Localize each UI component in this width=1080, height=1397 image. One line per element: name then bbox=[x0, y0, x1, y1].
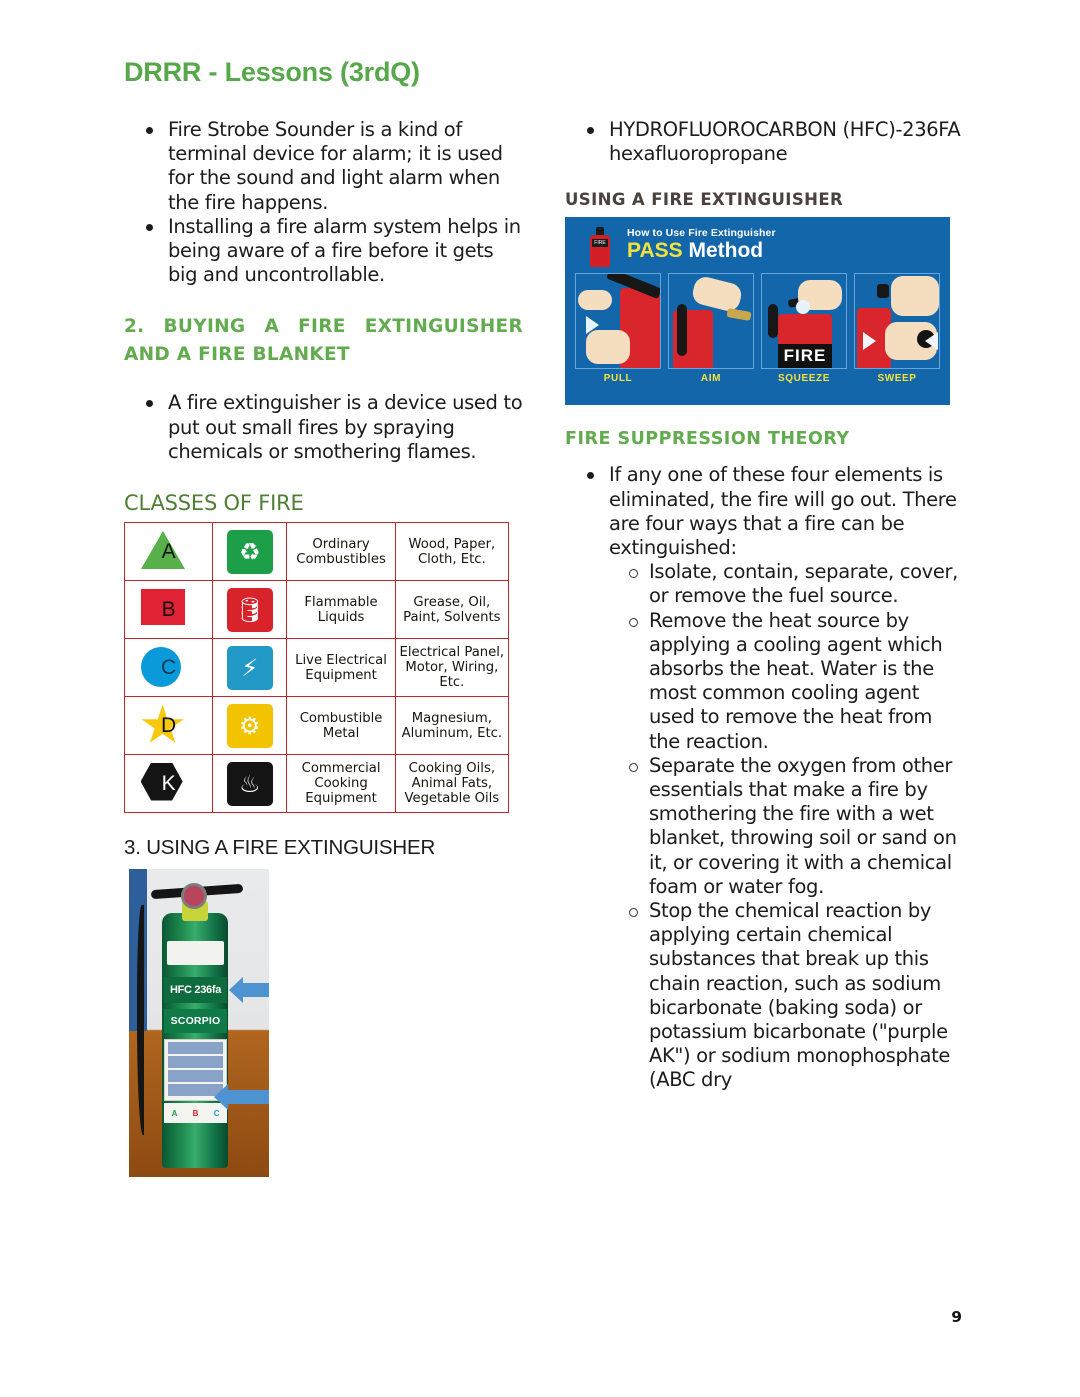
two-column-body bbox=[124, 118, 964, 1177]
extinguisher-agent-label: HFC 236fa bbox=[164, 977, 227, 1003]
pressure-gauge-icon bbox=[181, 883, 207, 909]
ordinary-combustibles-icon: ♻ bbox=[227, 530, 273, 574]
page-number: 9 bbox=[951, 1308, 962, 1326]
theory-intro-text: If any one of these four elements is eliminated, the fire will go out. There are four ways that a fire can be extinguished: bbox=[609, 463, 957, 560]
class-name-cell: Combustible Metal bbox=[287, 697, 395, 755]
annotation-arrow-top bbox=[242, 983, 269, 997]
list-item: A fire extinguisher is a device used to put out small fires by spraying chemicals or smothering flames. bbox=[168, 391, 523, 463]
class-d-star-icon: D bbox=[141, 705, 197, 747]
list-item: Isolate, contain, separate, cover, or remove the fuel source. bbox=[649, 560, 964, 608]
pass-panel-squeeze bbox=[761, 273, 847, 369]
table-row bbox=[125, 697, 509, 755]
pass-caption-sweep: SWEEP bbox=[877, 373, 917, 385]
class-pictogram-cell bbox=[213, 697, 287, 755]
section-2-heading-line2: AND A FIRE BLANKET bbox=[124, 344, 350, 366]
list-item: Stop the chemical reaction by applying certain chemical substances that break up this chain reaction, such as sodium bicarbonate (baking soda) or potassium bicarbonate ("purple AK") or sodium monophosphate (ABC dry bbox=[649, 899, 964, 1093]
class-name-cell: Commercial Cooking Equipment bbox=[287, 755, 395, 813]
pass-caption-pull: PULL bbox=[603, 373, 633, 385]
class-symbol-cell bbox=[125, 523, 213, 581]
table-row bbox=[125, 581, 509, 639]
class-name-cell: Ordinary Combustibles bbox=[287, 523, 395, 581]
right-column bbox=[565, 118, 964, 1177]
class-pictogram-cell bbox=[213, 639, 287, 697]
class-examples-cell: Magnesium, Aluminum, Etc. bbox=[395, 697, 508, 755]
fire-extinguisher-photo bbox=[129, 869, 269, 1177]
extinguisher-brand-label: SCORPIO bbox=[164, 1009, 227, 1033]
combustible-metal-icon: ⚙ bbox=[227, 704, 273, 748]
list-item: Remove the heat source by applying a cooling agent which absorbs the heat. Water is the most common cooling agent used to remove the heat from the reaction. bbox=[649, 609, 964, 754]
pass-title bbox=[627, 239, 763, 263]
class-k-hexagon-icon: K bbox=[141, 763, 197, 805]
class-examples-cell: Grease, Oil, Paint, Solvents bbox=[395, 581, 508, 639]
fire-suppression-theory-heading: FIRE SUPPRESSION THEORY bbox=[565, 429, 850, 450]
table-row bbox=[125, 523, 509, 581]
pass-caption-aim: AIM bbox=[700, 373, 722, 385]
pass-captions bbox=[575, 373, 940, 384]
left-bullet-list-top bbox=[124, 118, 523, 287]
flammable-liquids-icon: 🛢 bbox=[227, 588, 273, 632]
right-bullet-list-top bbox=[565, 118, 964, 166]
list-item: HYDROFLUOROCARBON (HFC)-236FA hexafluoropropane bbox=[609, 118, 964, 166]
section-3-heading: 3. USING A FIRE EXTINGUISHER bbox=[124, 836, 436, 860]
pass-image-caption: USING A FIRE EXTINGUISHER bbox=[565, 190, 844, 210]
class-examples-cell: Wood, Paper, Cloth, Etc. bbox=[395, 523, 508, 581]
theory-bullet-list bbox=[565, 463, 964, 1092]
annotation-arrow-bottom bbox=[227, 1090, 269, 1104]
left-column bbox=[124, 118, 523, 1177]
class-pictogram-cell bbox=[213, 755, 287, 813]
extinguisher-hose bbox=[137, 905, 149, 1135]
class-a-triangle-icon: A bbox=[141, 531, 197, 573]
class-symbol-cell bbox=[125, 639, 213, 697]
pass-panels bbox=[575, 273, 940, 369]
class-symbol-cell bbox=[125, 755, 213, 813]
class-examples-cell: Electrical Panel, Motor, Wiring, Etc. bbox=[395, 639, 508, 697]
class-pictogram-cell bbox=[213, 581, 287, 639]
pass-method-infographic bbox=[565, 217, 950, 405]
left-bullet-list-mid bbox=[124, 391, 523, 464]
theory-sub-list bbox=[609, 560, 964, 1092]
cooking-equipment-icon: ♨ bbox=[227, 762, 273, 806]
list-item bbox=[609, 463, 964, 1092]
pass-extinguisher-text: FIRE bbox=[778, 344, 832, 368]
class-symbol-cell bbox=[125, 581, 213, 639]
pass-panel-aim bbox=[668, 273, 754, 369]
class-name-cell: Flammable Liquids bbox=[287, 581, 395, 639]
page-title: DRRR - Lessons (3rdQ) bbox=[124, 57, 420, 87]
table-row bbox=[125, 755, 509, 813]
class-symbol-cell bbox=[125, 697, 213, 755]
pass-title-rest: Method bbox=[688, 239, 764, 263]
pass-subtitle: How to Use Fire Extinguisher bbox=[627, 227, 776, 240]
pass-panel-pull bbox=[575, 273, 661, 369]
extinguisher-rating-label: A B C bbox=[164, 1103, 227, 1123]
class-examples-cell: Cooking Oils, Animal Fats, Vegetable Oils bbox=[395, 755, 508, 813]
section-2-heading bbox=[124, 313, 523, 369]
live-electrical-icon: ⚡ bbox=[227, 646, 273, 690]
class-b-square-icon: B bbox=[141, 589, 197, 631]
pass-panel-sweep bbox=[854, 273, 940, 369]
list-item: Fire Strobe Sounder is a kind of terminal device for alarm; it is used for the sound and light alarm when the fire happens. bbox=[168, 118, 523, 215]
list-item: Installing a fire alarm system helps in being aware of a fire before it gets big and uncontrollable. bbox=[168, 215, 523, 288]
table-row bbox=[125, 639, 509, 697]
section-2-heading-line1: 2. BUYING A FIRE EXTINGUISHER bbox=[124, 316, 523, 338]
class-pictogram-cell bbox=[213, 523, 287, 581]
class-name-cell: Live Electrical Equipment bbox=[287, 639, 395, 697]
classes-of-fire-table bbox=[124, 522, 509, 813]
pass-caption-squeeze: SQUEEZE bbox=[778, 373, 830, 385]
pass-title-highlight: PASS bbox=[627, 239, 683, 263]
extinguisher-top-label bbox=[167, 941, 224, 965]
classes-of-fire-heading: CLASSES OF FIRE bbox=[124, 491, 304, 516]
list-item: Separate the oxygen from other essentials that make a fire by smothering the fire with a wet blanket, throwing soil or sand on it, or covering it with a chemical foam or water fog. bbox=[649, 754, 964, 899]
mini-extinguisher-icon: FIRE bbox=[587, 225, 613, 267]
class-c-circle-icon: C bbox=[141, 647, 197, 689]
